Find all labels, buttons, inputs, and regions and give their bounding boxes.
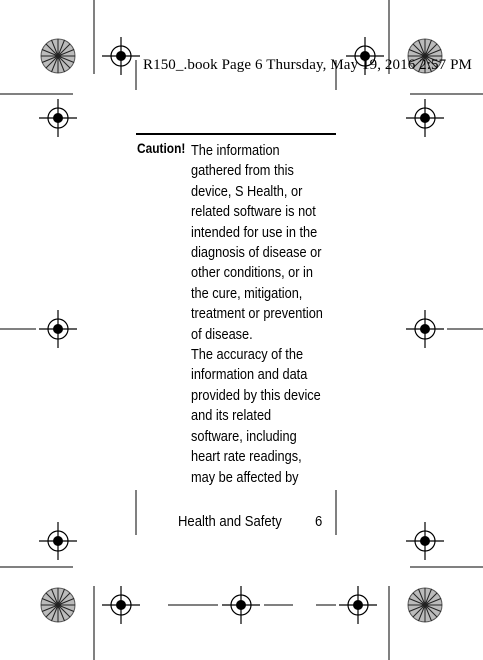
caution-line: gathered from this [191, 162, 294, 180]
footer-section-title: Health and Safety [178, 513, 282, 530]
footer-page-number: 6 [315, 513, 323, 530]
caution-line: other conditions, or in [191, 264, 313, 282]
caution-label: Caution! [137, 141, 186, 157]
caution-line: may be affected by [191, 468, 299, 486]
caution-line: and its related [191, 407, 272, 425]
caution-line: software, including [191, 427, 297, 445]
caution-line: related software is not [191, 203, 316, 221]
caution-line: intended for use in the [191, 223, 318, 241]
caution-line: The information [191, 142, 280, 159]
caution-line: treatment or prevention [191, 305, 323, 323]
caution-paragraph-2 [191, 345, 335, 488]
caution-line: The accuracy of the [191, 346, 304, 364]
caution-line: provided by this device [191, 386, 321, 404]
caution-top-rule [136, 133, 336, 135]
caution-line: diagnosis of disease or [191, 244, 322, 262]
print-slug-header: R150_.book Page 6 Thursday, May 19, 2016 2:57 PM [143, 57, 472, 73]
starburst-mark-top-left [41, 39, 75, 73]
starburst-mark-bottom-right [408, 588, 442, 622]
caution-line: of disease. [191, 325, 253, 343]
caution-line: heart rate readings, [191, 448, 302, 466]
caution-paragraph-1 [191, 141, 335, 345]
caution-line: information and data [191, 366, 308, 384]
caution-body [191, 141, 335, 488]
starburst-mark-bottom-left [41, 588, 75, 622]
caution-line: the cure, mitigation, [191, 284, 303, 302]
caution-line: device, S Health, or [191, 182, 303, 200]
